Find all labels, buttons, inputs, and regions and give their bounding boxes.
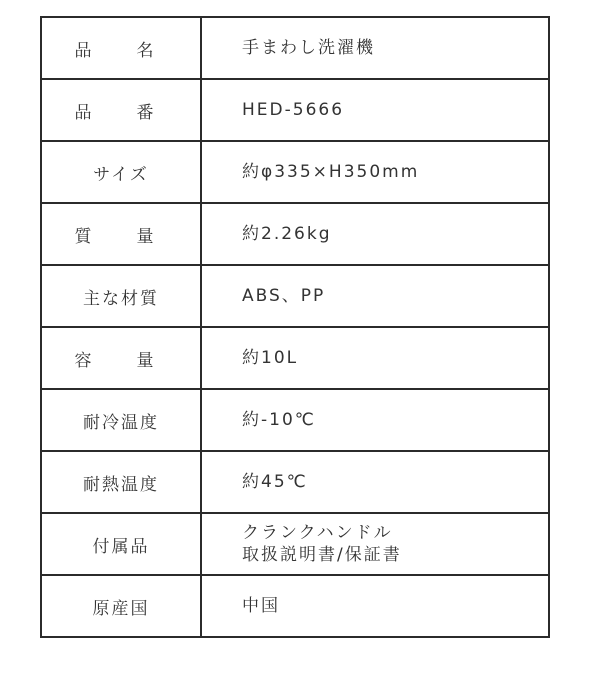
- spec-value-text: 中国: [242, 596, 280, 616]
- spec-value: [201, 79, 549, 141]
- spec-label: 耐冷温度: [41, 389, 201, 451]
- spec-row-material: [41, 265, 549, 327]
- spec-value: [201, 389, 549, 451]
- spec-value-text: 取扱説明書/保証書: [242, 545, 402, 565]
- spec-value-text: 約2.26kg: [242, 224, 332, 244]
- spec-label: 容 量: [41, 327, 201, 389]
- spec-table: [40, 16, 550, 638]
- spec-row-capacity: [41, 327, 549, 389]
- spec-label: 品 名: [41, 17, 201, 79]
- spec-value: [201, 513, 549, 575]
- spec-value: [201, 451, 549, 513]
- spec-value-text: 約-10℃: [242, 410, 316, 430]
- spec-label: 品 番: [41, 79, 201, 141]
- spec-value-text: 手まわし洗濯機: [242, 38, 375, 58]
- spec-value-text: クランクハンドル: [242, 523, 393, 543]
- spec-value: [201, 575, 549, 637]
- spec-label: 質 量: [41, 203, 201, 265]
- spec-row-product-name: [41, 17, 549, 79]
- spec-value-text: 約φ335×H350mm: [242, 162, 420, 182]
- spec-row-cold-resistance: [41, 389, 549, 451]
- spec-label: サイズ: [41, 141, 201, 203]
- spec-value: [201, 17, 549, 79]
- spec-label: 主な材質: [41, 265, 201, 327]
- spec-value-text: 約45℃: [242, 472, 308, 492]
- spec-value: [201, 327, 549, 389]
- spec-row-weight: [41, 203, 549, 265]
- spec-value: [201, 265, 549, 327]
- spec-value: [201, 141, 549, 203]
- spec-row-size: [41, 141, 549, 203]
- spec-row-accessories: [41, 513, 549, 575]
- spec-row-origin: [41, 575, 549, 637]
- spec-value: [201, 203, 549, 265]
- spec-value-text: HED-5666: [242, 100, 345, 120]
- spec-row-product-number: [41, 79, 549, 141]
- spec-label: 付属品: [41, 513, 201, 575]
- spec-row-heat-resistance: [41, 451, 549, 513]
- spec-label: 原産国: [41, 575, 201, 637]
- spec-value-text: 約10L: [242, 348, 299, 368]
- spec-value-text: ABS、PP: [242, 286, 326, 306]
- spec-label: 耐熱温度: [41, 451, 201, 513]
